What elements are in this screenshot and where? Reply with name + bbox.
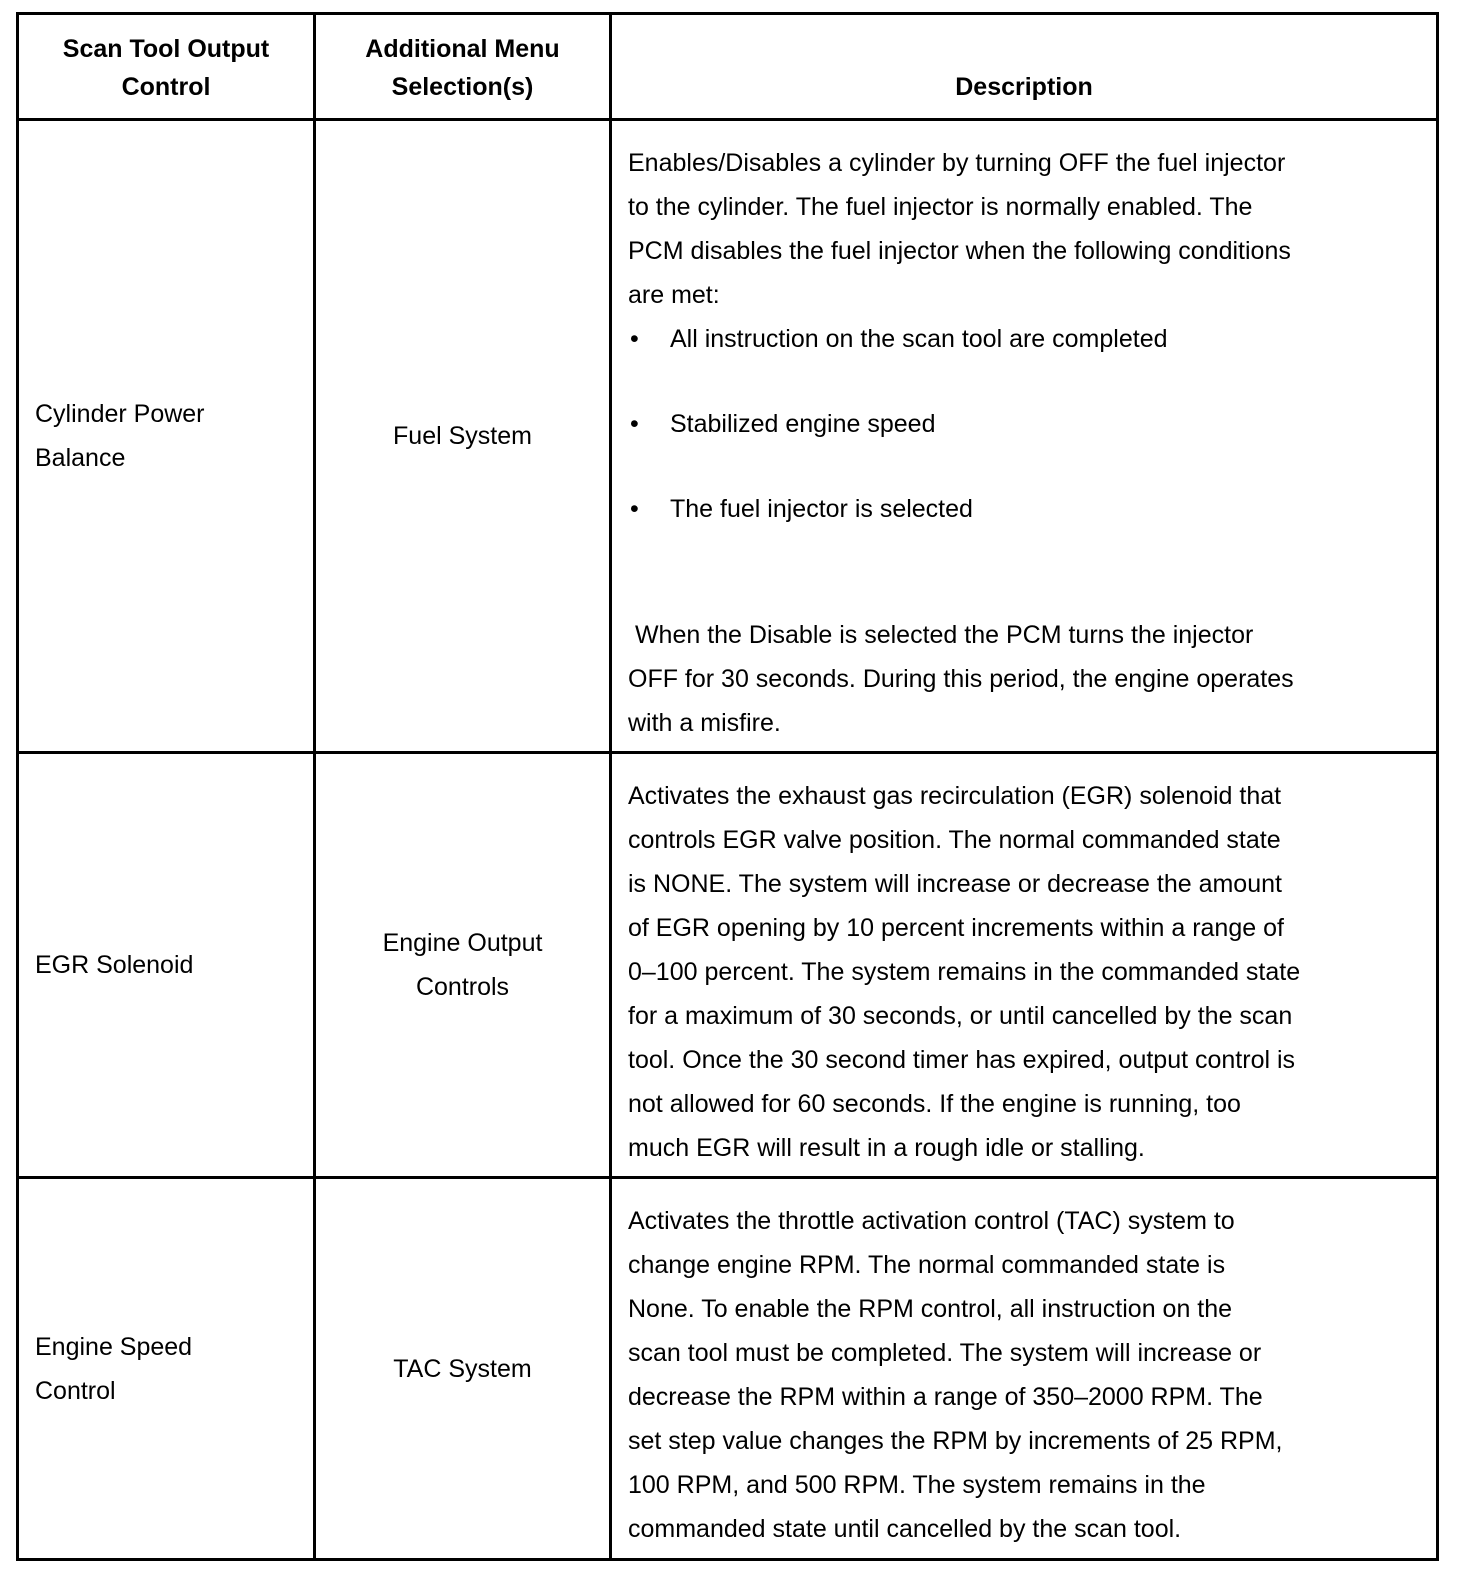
description-line: When the Disable is selected the PCM turns the injector xyxy=(628,621,1254,649)
control-name-cell xyxy=(18,753,315,1178)
header-line: Control xyxy=(121,73,211,101)
description-line: not allowed for 60 seconds. If the engine is running, too xyxy=(628,1090,1241,1118)
bullet-text: Stabilized engine speed xyxy=(670,410,936,438)
control-name-cell xyxy=(18,1178,315,1560)
table-row xyxy=(18,753,1438,1178)
control-name-line: EGR Solenoid xyxy=(35,951,194,979)
description-line: 0–100 percent. The system remains in the commanded state xyxy=(628,958,1301,986)
description-line: much EGR will result in a rough idle or stalling. xyxy=(628,1134,1145,1162)
description-line: is NONE. The system will increase or decrease the amount xyxy=(628,870,1282,898)
control-name-line: Engine Speed xyxy=(35,1332,193,1361)
bullet-text: The fuel injector is selected xyxy=(670,495,973,523)
bullet-text: All instruction on the scan tool are completed xyxy=(670,325,1168,353)
description-line: commanded state until cancelled by the scan tool. xyxy=(628,1515,1182,1543)
control-name-line: Cylinder Power xyxy=(35,400,205,428)
table-row xyxy=(18,1178,1438,1560)
bullet-item xyxy=(628,487,1420,531)
bullet-icon: • xyxy=(630,495,639,523)
menu-selection-line: Fuel System xyxy=(393,422,532,450)
output-controls-table xyxy=(16,12,1439,1561)
description-line: to the cylinder. The fuel injector is normally enabled. The xyxy=(628,193,1253,221)
control-name-cell xyxy=(18,120,315,753)
control-name-line: Balance xyxy=(35,444,126,472)
description-cell xyxy=(611,120,1438,753)
header-line: Selection(s) xyxy=(391,73,534,101)
description-line: change engine RPM. The normal commanded state is xyxy=(628,1251,1226,1279)
header-description xyxy=(611,14,1438,120)
description-line: controls EGR valve position. The normal commanded state xyxy=(628,826,1281,854)
header-row xyxy=(18,14,1438,120)
description-line: Enables/Disables a cylinder by turning OFF the fuel injector xyxy=(628,149,1286,177)
menu-selection-cell xyxy=(315,1178,611,1560)
bullet-item xyxy=(628,317,1420,361)
menu-selection-cell xyxy=(315,753,611,1178)
description-line: OFF for 30 seconds. During this period, the engine operates xyxy=(628,665,1294,693)
menu-selection-cell xyxy=(315,120,611,753)
bullet-icon: • xyxy=(630,410,639,438)
header-line: Description xyxy=(955,73,1093,101)
description-line: Activates the throttle activation control (TAC) system to xyxy=(628,1207,1235,1235)
description-line: are met: xyxy=(628,281,720,309)
menu-selection-line: Controls xyxy=(415,973,510,1001)
description-line: None. To enable the RPM control, all instruction on the xyxy=(628,1295,1233,1323)
description-line: of EGR opening by 10 percent increments within a range of xyxy=(628,914,1284,942)
description-line: with a misfire. xyxy=(628,709,781,737)
header-line: Additional Menu xyxy=(365,35,560,63)
table-row xyxy=(18,120,1438,753)
description-line: Activates the exhaust gas recirculation (EGR) solenoid that xyxy=(628,782,1282,810)
description-line: tool. Once the 30 second timer has expired, output control is xyxy=(628,1046,1296,1074)
bullet-item xyxy=(628,402,1420,446)
description-cell xyxy=(611,753,1438,1178)
menu-selection-line: Engine Output xyxy=(382,929,543,957)
control-name-line: Control xyxy=(35,1376,116,1405)
menu-selection-line: TAC System xyxy=(393,1354,532,1383)
description-line: scan tool must be completed. The system will increase or xyxy=(628,1339,1262,1367)
header-scan-tool-output-control xyxy=(18,14,315,120)
description-line: PCM disables the fuel injector when the following conditions xyxy=(628,237,1291,265)
bullet-icon: • xyxy=(630,325,639,353)
description-line: for a maximum of 30 seconds, or until cancelled by the scan xyxy=(628,1002,1293,1030)
header-line: Scan Tool Output xyxy=(62,35,270,63)
header-additional-menu-selections xyxy=(315,14,611,120)
description-line: decrease the RPM within a range of 350–2000 RPM. The xyxy=(628,1383,1263,1411)
description-cell xyxy=(611,1178,1438,1560)
description-line: 100 RPM, and 500 RPM. The system remains in the xyxy=(628,1471,1206,1499)
description-line: set step value changes the RPM by increments of 25 RPM, xyxy=(628,1427,1283,1455)
